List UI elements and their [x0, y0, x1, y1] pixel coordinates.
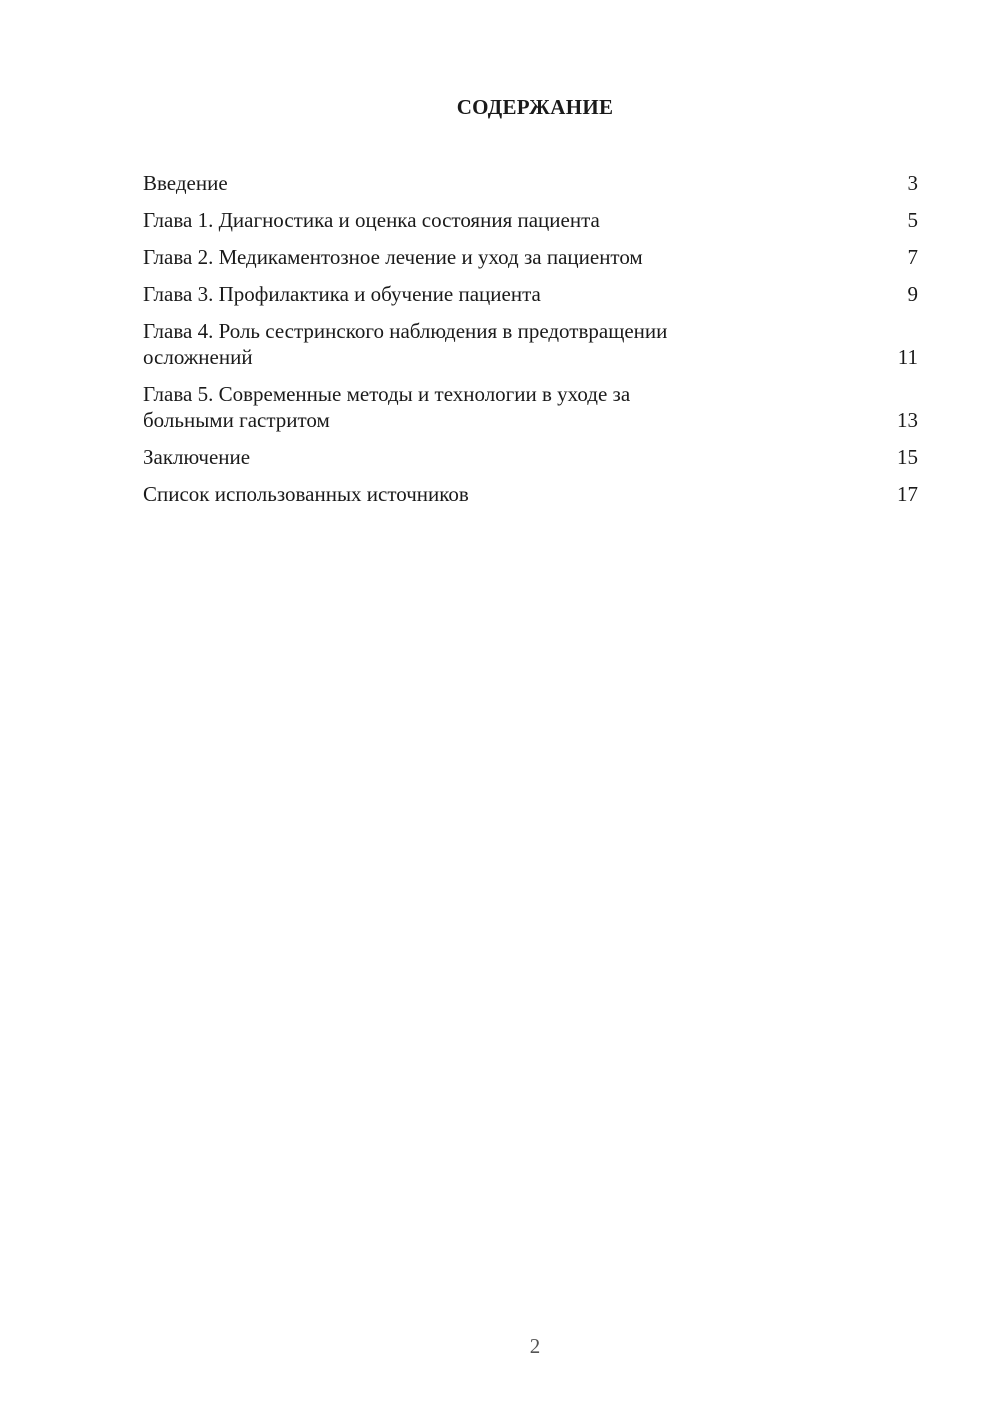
toc-entry-chapter-3[interactable] [143, 281, 918, 307]
toc-entry-label [143, 318, 667, 370]
toc-entry-label: Глава 1. Диагностика и оценка состояния пациента [143, 208, 600, 232]
toc-entry-page: 15 [897, 445, 918, 469]
toc-entry-label-line: больными гастритом [143, 408, 330, 432]
toc-entry-page: 17 [897, 482, 918, 506]
toc-entry-chapter-5[interactable] [143, 381, 918, 433]
toc-entry-page: 7 [907, 245, 918, 269]
toc-entry-label: Глава 3. Профилактика и обучение пациента [143, 282, 541, 306]
toc-entry-label: Введение [143, 171, 228, 195]
toc-entry-chapter-1[interactable] [143, 207, 918, 233]
toc-entry-label-line: Глава 4. Роль сестринского наблюдения в предотвращении [143, 319, 668, 343]
toc-entry-label [143, 381, 630, 433]
toc-entry-page: 13 [897, 408, 918, 432]
toc-entry-label: Заключение [143, 445, 251, 469]
toc-entry-introduction[interactable] [143, 170, 918, 196]
toc-entry-chapter-2[interactable] [143, 244, 918, 270]
toc-entry-label: Глава 2. Медикаментозное лечение и уход за пациентом [143, 245, 643, 269]
toc-entry-page: 9 [907, 282, 918, 306]
toc-entry-page: 5 [907, 208, 918, 232]
toc-entry-page: 3 [907, 171, 918, 195]
toc-entry-conclusion[interactable] [143, 444, 918, 470]
table-of-contents [143, 170, 918, 518]
toc-entry-chapter-4[interactable] [143, 318, 918, 370]
toc-entry-label-line: осложнений [143, 345, 253, 369]
page-title: СОДЕРЖАНИЕ [456, 95, 614, 119]
toc-entry-label: Список использованных источников [143, 482, 469, 506]
page-number: 2 [529, 1334, 541, 1358]
toc-entry-label-line: Глава 5. Современные методы и технологии в уходе за [143, 382, 631, 406]
toc-entry-page: 11 [897, 345, 918, 369]
toc-entry-references[interactable] [143, 481, 918, 507]
